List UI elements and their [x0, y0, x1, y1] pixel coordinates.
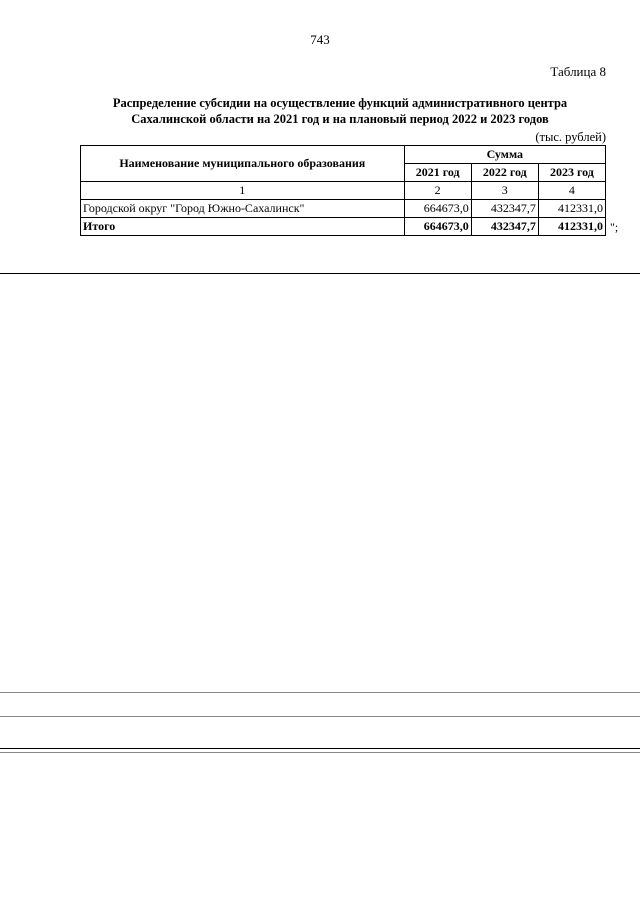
- table-label: Таблица 8: [550, 64, 606, 79]
- col-number-1: 1: [81, 182, 405, 200]
- units-label: (тыс. рублей): [535, 130, 606, 144]
- header-row-1: [81, 146, 606, 164]
- total-value-2021: 664673,0: [404, 218, 471, 236]
- title-line-1: Распределение субсидии на осуществление функций административного центра: [112, 96, 568, 110]
- table-row: [81, 200, 606, 218]
- year-header-2021: 2021 год: [404, 164, 471, 182]
- row-municipality-name: Городской округ "Город Южно-Сахалинск": [81, 200, 405, 218]
- title-line-2: Сахалинской области на 2021 год и на плановый период 2022 и 2023 годов: [131, 112, 549, 126]
- divider-line: [0, 716, 640, 717]
- total-row: [81, 218, 606, 236]
- page-number: 743: [310, 32, 330, 47]
- col-number-4: 4: [538, 182, 605, 200]
- sum-header: Сумма: [404, 146, 605, 164]
- col-number-3: 3: [471, 182, 538, 200]
- total-value-2022: 432347,7: [471, 218, 538, 236]
- year-header-2022: 2022 год: [471, 164, 538, 182]
- divider-line: [0, 692, 640, 693]
- document-title: [40, 95, 640, 127]
- row-value-2021: 664673,0: [404, 200, 471, 218]
- col-name-header: Наименование муниципального образования: [81, 146, 405, 182]
- total-label: Итого: [81, 218, 405, 236]
- divider-line: [0, 748, 640, 749]
- divider-line: [0, 752, 640, 753]
- row-value-2023: 412331,0: [538, 200, 605, 218]
- subsidy-table: [80, 145, 606, 236]
- closing-quote-mark: ";: [610, 220, 619, 234]
- row-value-2022: 432347,7: [471, 200, 538, 218]
- year-header-2023: 2023 год: [538, 164, 605, 182]
- col-number-2: 2: [404, 182, 471, 200]
- divider-line: [0, 273, 640, 274]
- total-value-2023: 412331,0: [538, 218, 605, 236]
- column-number-row: [81, 182, 606, 200]
